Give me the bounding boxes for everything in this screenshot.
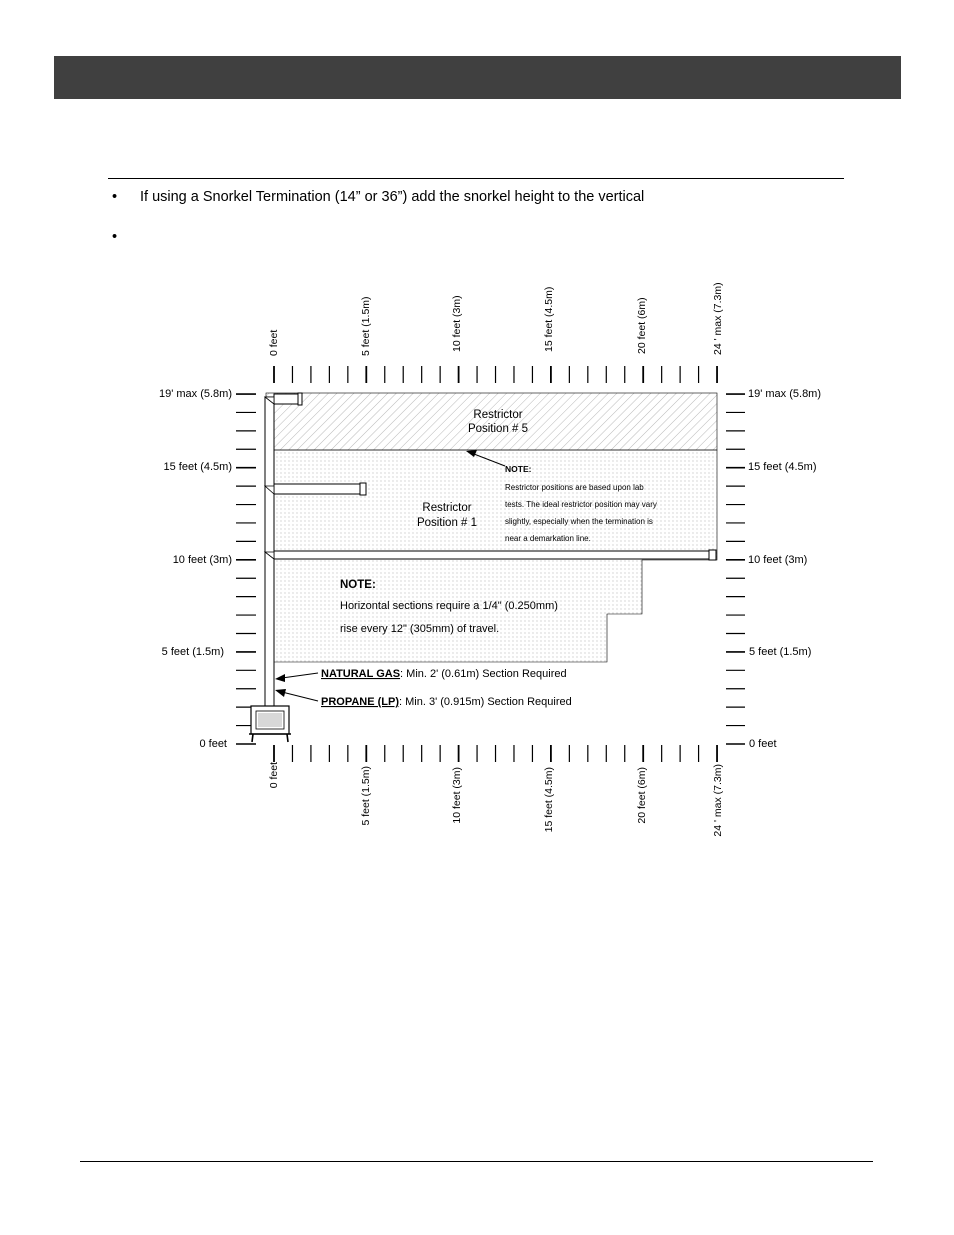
- restrictor-5-label: Position # 5: [467, 423, 529, 435]
- small-note-line: Restrictor positions are based upon lab: [505, 483, 644, 492]
- bottom-axis-label: 5 feet (1.5m): [360, 766, 372, 826]
- right-axis-label: 0 feet: [749, 738, 777, 750]
- top-axis-label: 5 feet (1.5m): [360, 296, 372, 356]
- big-note-line: rise every 12" (305mm) of travel.: [340, 623, 500, 635]
- big-note-title: NOTE:: [340, 579, 376, 591]
- horizontal-vent-15ft: [265, 483, 366, 495]
- top-axis-label: 10 feet (3m): [451, 295, 463, 352]
- natural-gas-text: : Min. 2' (0.61m) Section Required: [400, 668, 567, 680]
- propane-text: : Min. 3' (0.915m) Section Required: [399, 696, 572, 708]
- right-axis-label: 5 feet (1.5m): [749, 646, 812, 658]
- bottom-axis-label: 0 feet: [268, 762, 280, 789]
- top-axis-label: 15 feet (4.5m): [543, 286, 555, 352]
- restrictor-5-zone: [266, 393, 717, 450]
- small-note-title: NOTE:: [505, 464, 532, 474]
- top-axis-label: 0 feet: [268, 329, 280, 356]
- left-axis-ticks: [236, 394, 256, 744]
- propane-note: [321, 696, 572, 708]
- right-axis-label: 10 feet (3m): [748, 554, 808, 566]
- big-note-line: Horizontal sections require a 1/4" (0.250mm): [340, 600, 558, 612]
- bullet-text: If using a Snorkel Termination (14” or 36”) add the snorkel height to the vertical: [140, 189, 645, 205]
- left-axis-label: 19' max (5.8m): [158, 388, 232, 400]
- propane-arrow: [275, 689, 318, 701]
- natural-gas-label: NATURAL GAS: [321, 668, 401, 680]
- left-axis-label: 15 feet (4.5m): [163, 461, 232, 473]
- small-note-line: tests. The ideal restrictor position may vary: [505, 500, 657, 509]
- right-axis-label: 19' max (5.8m): [748, 388, 822, 400]
- right-axis-ticks: [726, 394, 745, 744]
- natural-gas-arrow: [275, 673, 318, 682]
- left-axis-label: 0 feet: [199, 738, 227, 750]
- restrictor-1-label: Position # 1: [416, 517, 478, 529]
- bottom-axis-label: 10 feet (3m): [451, 767, 463, 824]
- footer-divider: [80, 1161, 873, 1162]
- top-axis-label: 24 ' max (7.3m): [712, 282, 724, 355]
- bottom-axis-label: 15 feet (4.5m): [543, 767, 555, 833]
- left-axis-label: 10 feet (3m): [172, 554, 232, 566]
- bottom-axis-label: 20 feet (6m): [636, 767, 648, 824]
- natural-gas-note: [321, 668, 567, 680]
- bullet-symbol: •: [112, 229, 118, 245]
- right-axis-label: 15 feet (4.5m): [748, 461, 817, 473]
- bottom-axis-ticks: [274, 745, 717, 762]
- bullet-symbol: •: [112, 189, 118, 205]
- stove-icon: [249, 706, 291, 742]
- left-axis-label: 5 feet (1.5m): [161, 646, 224, 658]
- small-note-line: near a demarkation line.: [505, 534, 591, 543]
- restrictor-5-label: Restrictor: [473, 409, 523, 421]
- restrictor-1-label: Restrictor: [422, 502, 472, 514]
- horizontal-vent-10ft: [265, 550, 716, 560]
- small-note-line: slightly, especially when the termination is: [505, 517, 653, 526]
- bottom-axis-label: 24 ' max (7.3m): [712, 764, 724, 837]
- top-axis-label: 20 feet (6m): [636, 297, 648, 354]
- propane-label: PROPANE (LP): [321, 696, 400, 708]
- top-axis-ticks: [274, 366, 717, 383]
